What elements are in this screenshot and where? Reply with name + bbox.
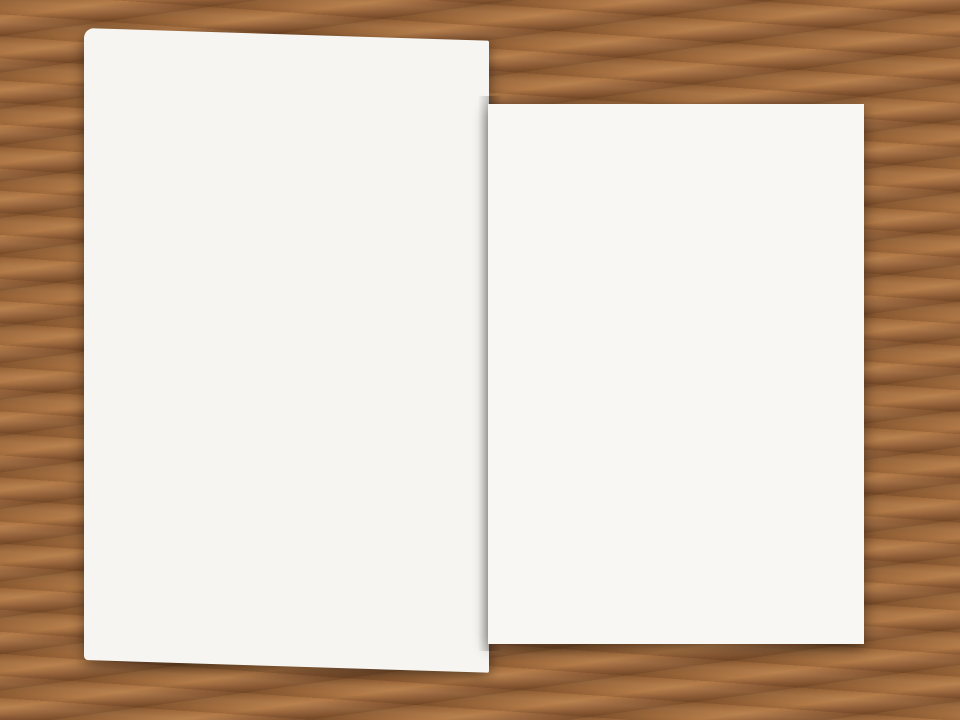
part-one-heading	[144, 118, 172, 133]
part-two-heading	[530, 178, 544, 190]
left-book-page	[84, 28, 489, 673]
right-table-of-contents	[488, 104, 864, 644]
right-book-page	[488, 104, 864, 644]
left-table-of-contents	[84, 28, 489, 673]
